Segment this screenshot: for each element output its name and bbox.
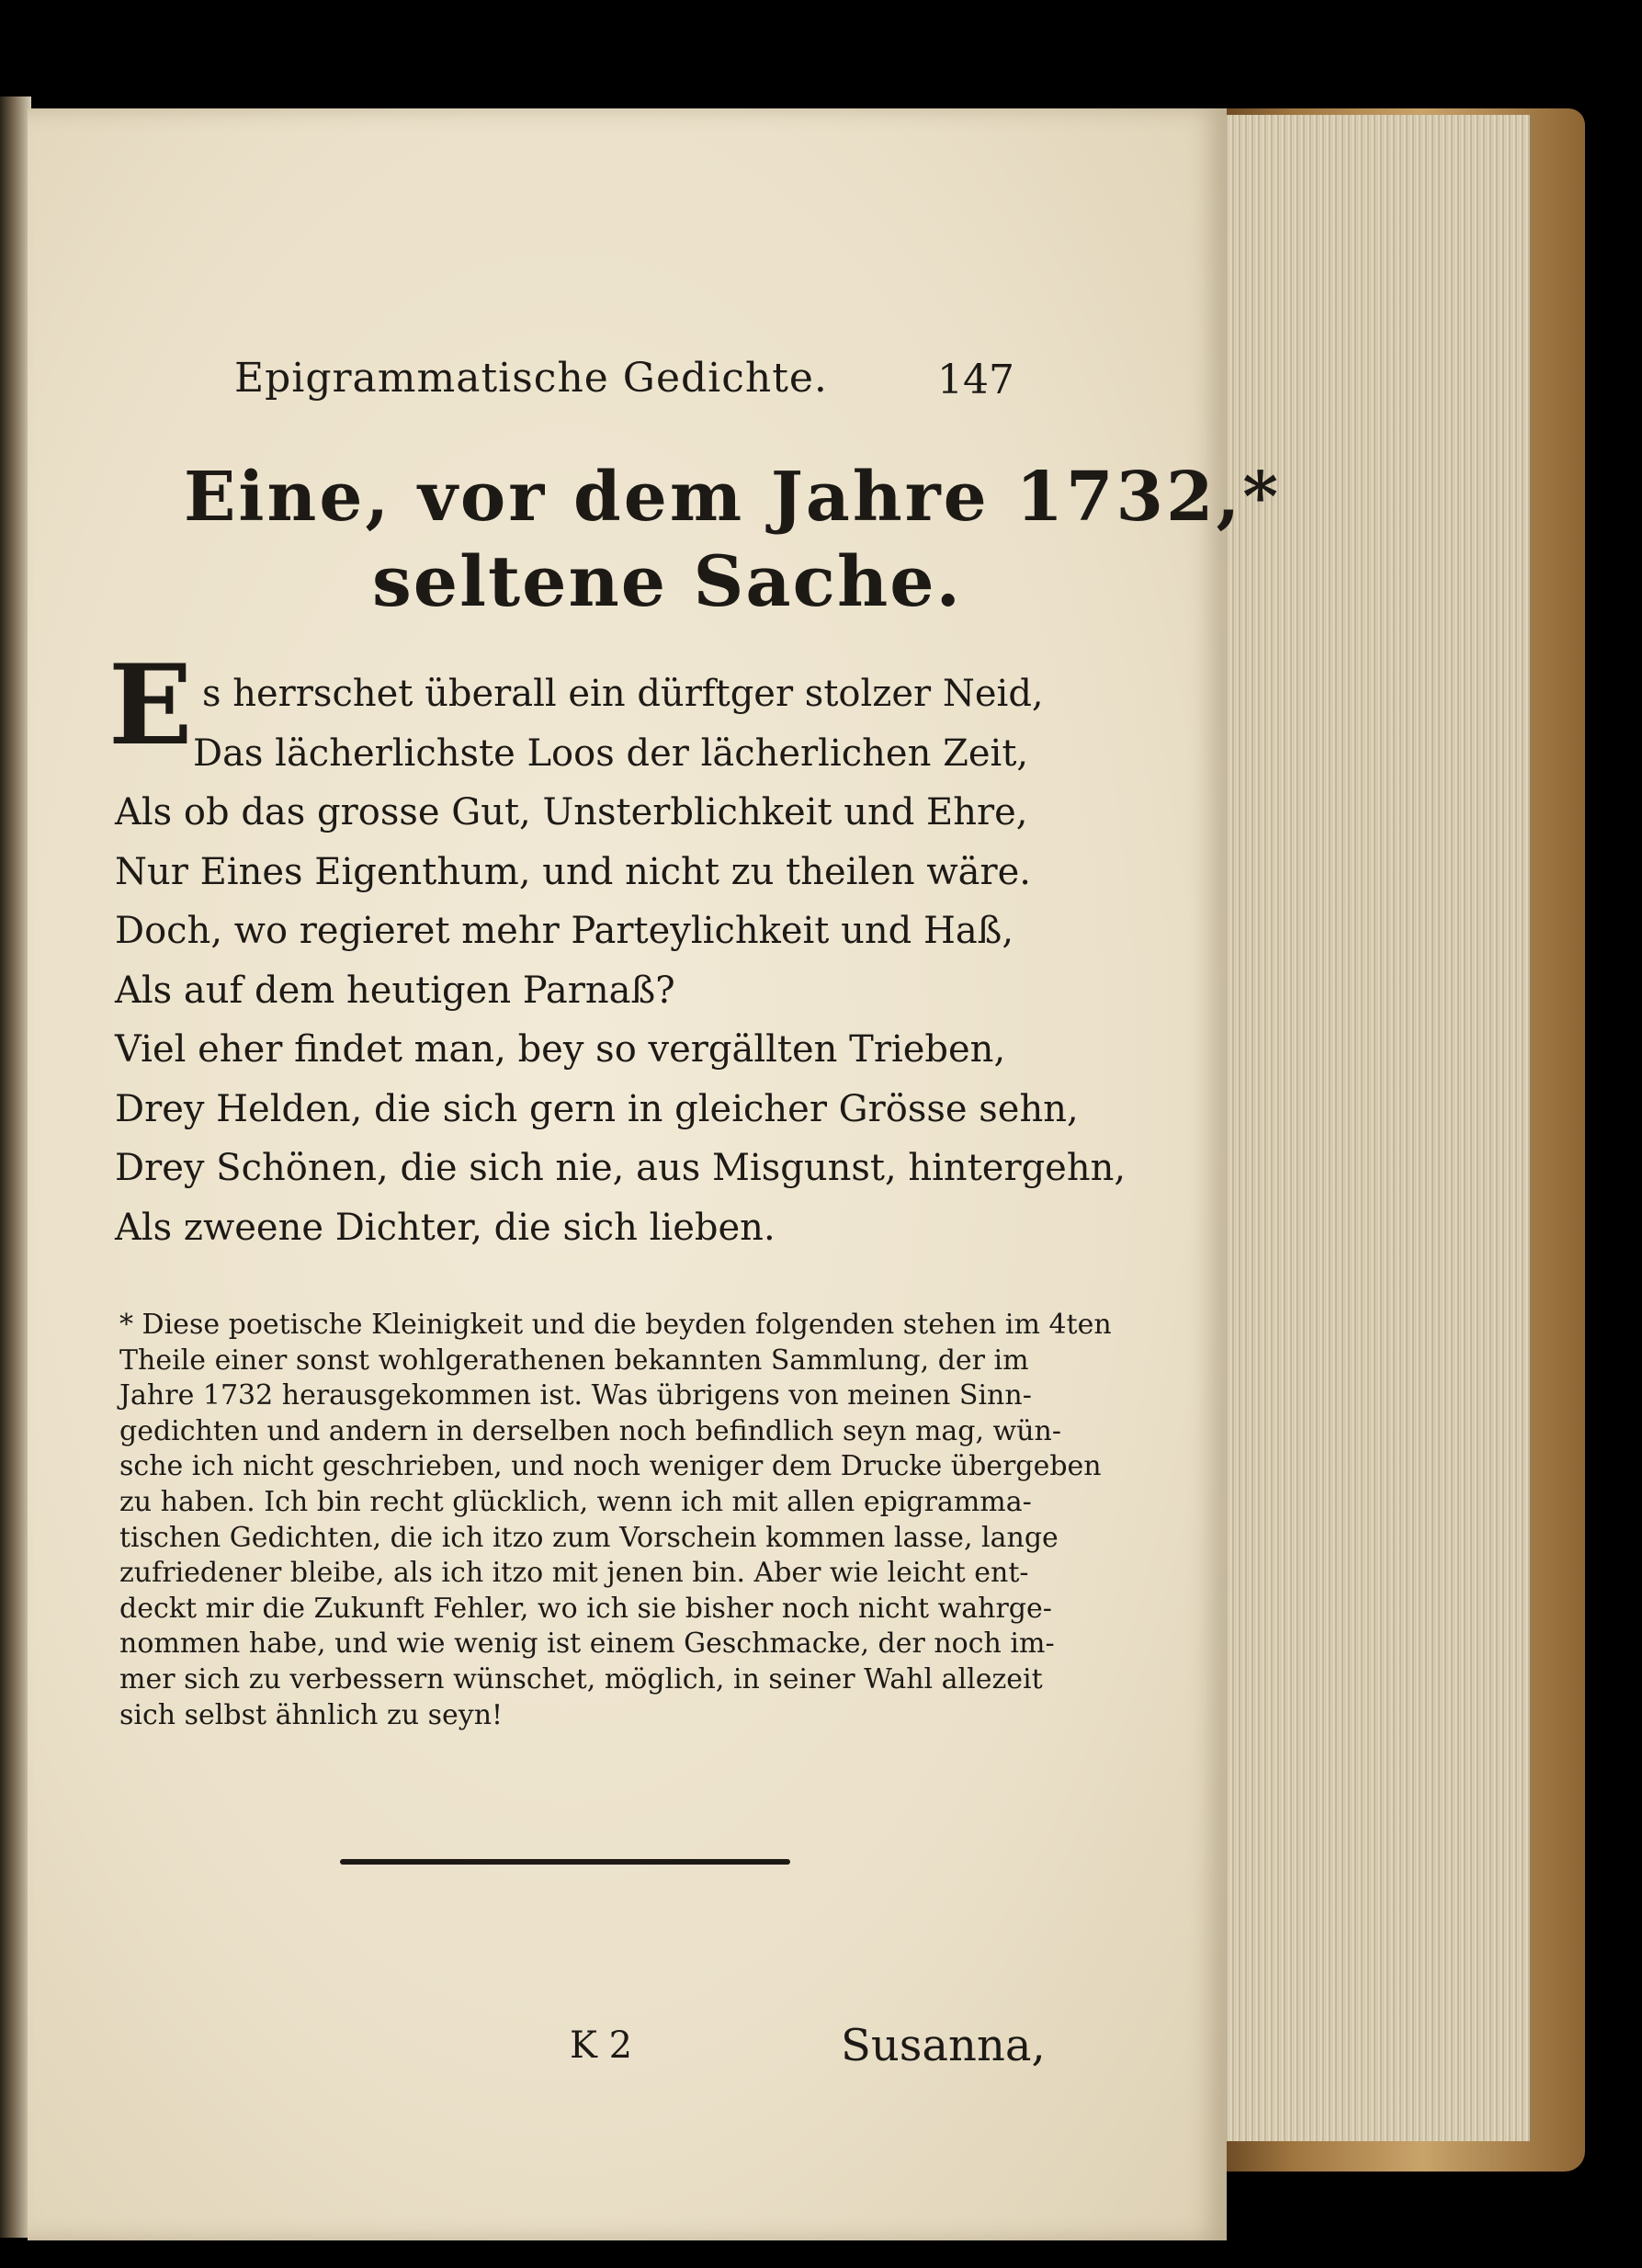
- poem-line: Doch, wo regieret mehr Parteylichkeit und Haß,: [115, 910, 1014, 952]
- poem-title-line-1: Eine, vor dem Jahre 1732,*: [184, 458, 1281, 537]
- poem-line: Als auf dem heutigen Parnaß?: [115, 969, 675, 1012]
- poem-body: [115, 664, 1127, 1257]
- footnote-line: zufriedener bleibe, als ich itzo mit jenen bin. Aber wie leicht ent-: [119, 1557, 1029, 1590]
- poem-title-line-2: seltene Sache.: [372, 540, 963, 622]
- footnote-line: sich selbst ähnlich zu seyn!: [119, 1698, 504, 1731]
- poem-line: Das lächerlichste Loos der lächerlichen Zeit,: [193, 731, 1029, 775]
- footnote-line: Theile einer sonst wohlgerathenen bekannten Sammlung, der im: [119, 1344, 1029, 1377]
- signature-mark: K 2: [570, 2024, 633, 2067]
- footnote-line: sche ich nicht geschrieben, und noch weniger dem Drucke übergeben: [119, 1450, 1102, 1483]
- footnote: [119, 1308, 1112, 1733]
- footnote-line: zu haben. Ich bin recht glücklich, wenn ich mit allen epigramma-: [119, 1485, 1032, 1518]
- section-rule: [340, 1859, 790, 1865]
- facing-page-edge: [0, 96, 31, 2238]
- drop-cap: E: [108, 641, 193, 770]
- footnote-line: mer sich zu verbessern wünschet, möglich, in seiner Wahl allezeit: [119, 1662, 1043, 1695]
- catchword: Susanna,: [841, 2020, 1046, 2071]
- page-number: 147: [937, 357, 1014, 403]
- footnote-line: gedichten und andern in derselben noch befindlich seyn mag, wün-: [119, 1414, 1062, 1447]
- footnote-line: tischen Gedichten, die ich itzo zum Vorschein kommen lasse, lange: [119, 1521, 1059, 1554]
- footnote-line: * Diese poetische Kleinigkeit und die beyden folgenden stehen im 4ten: [119, 1309, 1112, 1341]
- footnote-line: nommen habe, und wie wenig ist einem Geschmacke, der noch im-: [119, 1627, 1055, 1661]
- footnote-line: Jahre 1732 herausgekommen ist. Was übrigens von meinen Sinn-: [119, 1379, 1032, 1412]
- poem-line: Als ob das grosse Gut, Unsterblichkeit und Ehre,: [115, 791, 1028, 833]
- poem-line: Viel eher findet man, bey so vergällten Trieben,: [115, 1028, 1006, 1071]
- poem-line: Drey Helden, die sich gern in gleicher Grösse sehn,: [115, 1087, 1079, 1130]
- footnote-line: deckt mir die Zukunft Fehler, wo ich sie bisher noch nicht wahrge-: [119, 1592, 1052, 1625]
- book-page: [28, 108, 1281, 2240]
- poem-line: s herrschet überall ein dürftger stolzer Neid,: [202, 673, 1044, 715]
- poem-line: Drey Schönen, die sich nie, aus Misgunst, hintergehn,: [115, 1147, 1127, 1189]
- poem-line: Nur Eines Eigenthum, und nicht zu theilen wäre.: [115, 850, 1031, 893]
- poem-line: Als zweene Dichter, die sich lieben.: [115, 1206, 776, 1249]
- running-header: Epigrammatische Gedichte.: [234, 355, 828, 402]
- page-edges: [1222, 115, 1532, 2141]
